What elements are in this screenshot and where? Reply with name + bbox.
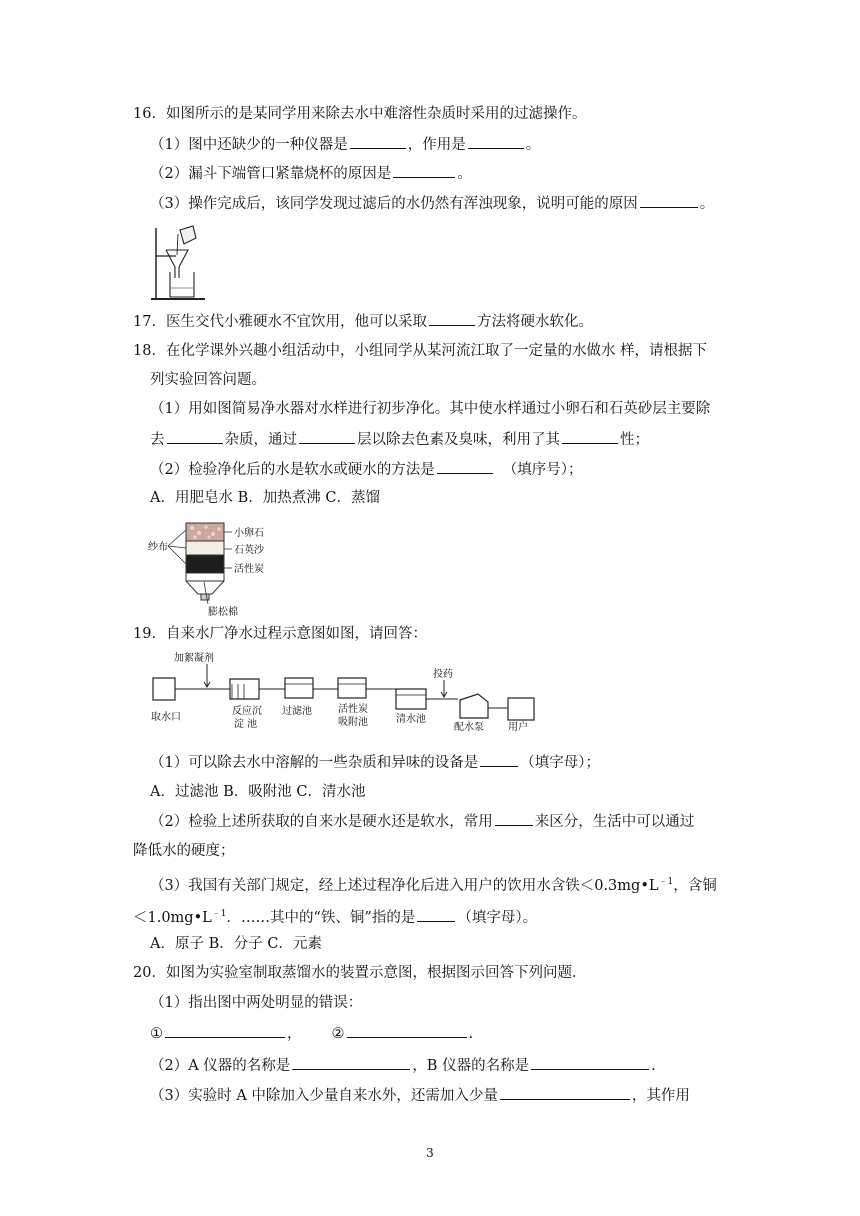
label-filter-tank: 过滤池 <box>282 706 312 717</box>
label-dosing: 投药 <box>433 669 453 680</box>
comma: ， <box>287 1026 302 1042</box>
q19-p3-text-a: （3）我国有关部门规定，经上述过程净化后进入用户的饮用水含铁＜0.3mg•L <box>150 877 659 894</box>
answer-blank[interactable] <box>480 752 518 767</box>
label-sedimentation-2: 淀 池 <box>234 719 258 730</box>
q20-part1: （1）指出图中两处明显的错误： <box>150 995 363 1011</box>
label-clear-water-tank: 清水池 <box>396 714 426 725</box>
answer-blank[interactable] <box>347 1023 467 1038</box>
q20-p2-text-b: ，B 仪器的名称是 <box>412 1058 530 1074</box>
answer-blank[interactable] <box>531 1055 649 1070</box>
q19-p2-text-a: （2）检验上述所获取的自来水是硬水还是软水，常用 <box>150 814 493 830</box>
q18-p2-text-b: （填序号）； <box>502 462 583 478</box>
answer-blank[interactable] <box>640 193 698 208</box>
q19-part2-line2: 降低水的硬度； <box>133 843 235 859</box>
answer-blank[interactable] <box>167 429 223 444</box>
q16-p3-text-a: （3）操作完成后，该同学发现过滤后的水仍然有浑浊现象，说明可能的原因 <box>150 196 638 212</box>
answer-blank[interactable] <box>468 134 524 149</box>
answer-blank[interactable] <box>350 134 406 149</box>
q16-p1-text-b: ，作用是 <box>407 137 466 153</box>
q20-p3-text-a: （3）实验时 A 中除加入少量自来水外，还需加入少量 <box>150 1088 498 1104</box>
q19-part3-line1 <box>150 872 717 896</box>
q16-p2-text-b: 。 <box>457 166 472 182</box>
q19-p3-text-b: ，含铜 <box>673 877 717 894</box>
label-quartz-sand: 石英沙 <box>234 545 264 556</box>
q20-p2-text-c: . <box>651 1058 656 1074</box>
q20-part1-answers <box>150 1023 473 1044</box>
q19-stem: 19．自来水厂净水过程示意图如图，请回答： <box>133 626 427 642</box>
water-treatment-flow-figure <box>148 650 540 732</box>
label-user: 用户 <box>508 722 528 732</box>
q18-p1-text-b: 杂质，通过 <box>224 432 297 448</box>
label-distribution-pump: 配水泵 <box>454 722 484 732</box>
q16-p1-text-a: （1）图中还缺少的一种仪器是 <box>150 137 348 153</box>
answer-blank[interactable] <box>437 459 493 474</box>
q19-part1 <box>150 752 600 773</box>
circled-one: ① <box>150 1026 163 1042</box>
label-gauze: 纱布 <box>148 542 168 553</box>
q20-p3-text-b: ，其作用 <box>631 1088 690 1104</box>
q16-p2-text-a: （2）漏斗下端管口紧靠烧杯的原因是 <box>150 166 392 182</box>
label-carbon-tank-1: 活性炭 <box>338 704 368 715</box>
label-water-intake: 取水口 <box>151 712 181 723</box>
answer-blank[interactable] <box>417 907 455 922</box>
superscript-minus-one: ﹣1 <box>658 877 674 887</box>
filtration-apparatus-figure <box>148 222 208 302</box>
q17-text-b: 方法将硬水软化。 <box>476 314 593 330</box>
q19-p3-text-d: ．……其中的“铁、铜”指的是 <box>226 909 416 926</box>
q18-p1-text-c: 层以除去色素及臭味，利用了其 <box>357 432 560 448</box>
label-sedimentation-1: 反应沉 <box>232 706 262 717</box>
answer-blank[interactable] <box>393 163 455 178</box>
q19-p3-text-e: （填字母）。 <box>457 909 538 926</box>
q19-part3-line2 <box>133 904 537 928</box>
answer-blank[interactable] <box>165 1023 285 1038</box>
answer-blank[interactable] <box>500 1085 630 1100</box>
q19-part1-options: A．过滤池 B．吸附池 C．清水池 <box>150 784 366 800</box>
q18-part1-line1: （1）用如图简易净水器对水样进行初步净化。其中使水样通过小卵石和石英砂层主要除 <box>150 401 711 417</box>
q17-stem <box>133 311 593 332</box>
q19-p3-text-c: ＜1.0mg•L <box>133 909 212 926</box>
simple-water-purifier-figure <box>146 520 276 622</box>
superscript-minus-one: ﹣1 <box>211 909 227 919</box>
circled-two: ② <box>331 1026 345 1042</box>
q18-options: A．用肥皂水 B．加热煮沸 C．蒸馏 <box>150 490 380 506</box>
label-cotton: 膨松棉 <box>208 607 238 618</box>
q19-p1-text-a: （1）可以除去水中溶解的一些杂质和异味的设备是 <box>150 755 479 771</box>
answer-blank[interactable] <box>299 429 355 444</box>
q18-part1-line2 <box>150 429 649 450</box>
q18-stem-line1: 18．在化学课外兴趣小组活动中，小组同学从某河流江取了一定量的水做水 样，请根据下 <box>133 343 708 359</box>
q16-part3 <box>150 193 714 214</box>
q18-part2 <box>150 459 582 480</box>
q18-p2-text-a: （2）检验净化后的水是软水或硬水的方法是 <box>150 462 435 478</box>
q19-part2-line1 <box>150 811 694 832</box>
page-number: 3 <box>426 1146 434 1160</box>
q16-part1 <box>150 134 540 155</box>
label-pebbles: 小卵石 <box>234 528 264 539</box>
q20-p2-text-a: （2）A 仪器的名称是 <box>150 1058 291 1074</box>
q18-p1-text-a: 去 <box>150 432 165 448</box>
q16-stem: 16．如图所示的是某同学用来除去水中难溶性杂质时采用的过滤操作。 <box>133 106 587 122</box>
q20-part3 <box>150 1085 690 1106</box>
q16-part2 <box>150 163 472 184</box>
q18-stem-line2: 列实验回答问题。 <box>150 372 266 388</box>
period: . <box>468 1026 474 1042</box>
q19-p2-text-b: 来区分，生活中可以通过 <box>534 814 695 830</box>
q17-text-a: 17．医生交代小雅硬水不宜饮用，他可以采取 <box>133 314 427 330</box>
q20-part2 <box>150 1055 656 1076</box>
answer-blank[interactable] <box>429 311 475 326</box>
label-activated-carbon: 活性炭 <box>234 564 264 575</box>
label-coagulant: 加絮凝剂 <box>174 653 214 664</box>
label-carbon-tank-2: 吸附池 <box>338 717 368 728</box>
answer-blank[interactable] <box>562 429 618 444</box>
q19-part3-options: A．原子 B．分子 C．元素 <box>150 936 322 952</box>
answer-blank[interactable] <box>495 811 533 826</box>
q16-p1-text-c: 。 <box>525 137 541 153</box>
q20-stem: 20．如图为实验室制取蒸馏水的装置示意图，根据图示回答下列问题． <box>133 965 587 981</box>
q16-p3-text-b: 。 <box>699 196 715 212</box>
q18-p1-text-d: 性； <box>620 432 649 448</box>
answer-blank[interactable] <box>292 1055 410 1070</box>
q19-p1-text-b: （填字母）； <box>520 755 600 771</box>
